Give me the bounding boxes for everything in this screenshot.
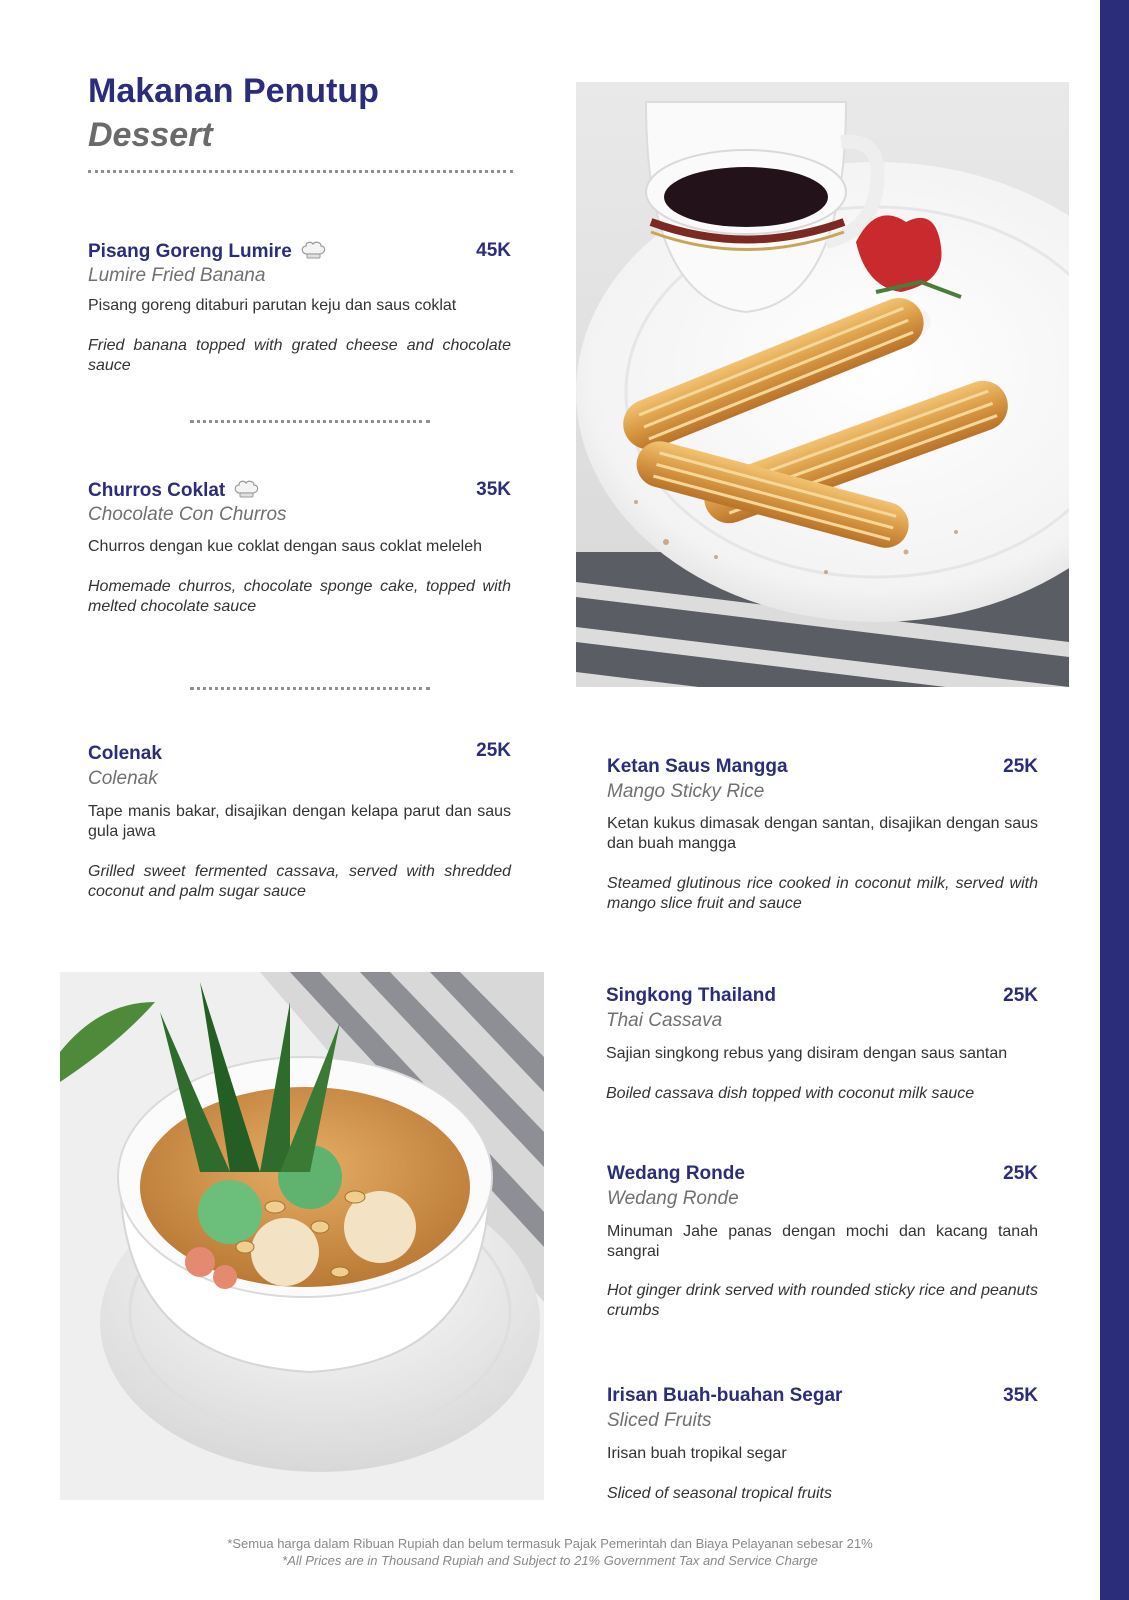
item-description: Pisang goreng ditaburi parutan keju dan saus coklat — [88, 297, 457, 314]
item-description-english: Grilled sweet fermented cassava, served with shredded coconut and palm sugar sauce — [88, 863, 511, 900]
chef-hat-icon — [300, 240, 326, 260]
item-price: 45K — [476, 240, 511, 261]
item-description: Irisan buah tropikal segar — [607, 1445, 787, 1462]
item-english-name: Thai Cassava — [606, 1010, 723, 1031]
item-english-name: Lumire Fried Banana — [88, 265, 266, 286]
item-description: Ketan kukus dimasak dengan santan, disajikan dengan saus dan buah mangga — [607, 815, 1038, 852]
item-price: 25K — [1003, 756, 1038, 777]
item-divider — [190, 687, 430, 690]
item-description: Sajian singkong rebus yang disiram dengan saus santan — [606, 1045, 1008, 1062]
item-name: Singkong Thailand — [606, 985, 776, 1006]
menu-item — [88, 740, 511, 903]
item-description-english: Sliced of seasonal tropical fruits — [607, 1485, 832, 1502]
churros-illustration — [576, 82, 1069, 687]
item-name: Pisang Goreng Lumire — [88, 240, 326, 263]
item-description: Tape manis bakar, disajikan dengan kelapa parut dan saus gula jawa — [88, 803, 511, 840]
item-description-english: Homemade churros, chocolate sponge cake, topped with melted chocolate sauce — [88, 578, 511, 615]
item-name: Churros Coklat — [88, 479, 259, 502]
item-description: Minuman Jahe panas dengan mochi dan kacang tanah sangrai — [607, 1223, 1038, 1260]
item-english-name: Sliced Fruits — [607, 1410, 712, 1431]
item-price: 35K — [1003, 1385, 1038, 1406]
chef-hat-icon — [233, 479, 259, 499]
item-description-english: Boiled cassava dish topped with coconut milk sauce — [606, 1085, 975, 1102]
menu-item — [88, 240, 511, 374]
menu-item — [607, 1385, 1038, 1505]
menu-item — [88, 479, 511, 619]
menu-item — [607, 1163, 1038, 1323]
item-price: 25K — [1003, 1163, 1038, 1184]
tax-note-english: *All Prices are in Thousand Rupiah and Subject to 21% Government Tax and Service Charge — [282, 1553, 818, 1568]
item-name: Wedang Ronde — [607, 1163, 745, 1184]
item-english-name: Colenak — [88, 768, 158, 789]
side-accent-bar — [1100, 0, 1129, 1600]
wedang-ronde-photo — [60, 972, 544, 1500]
item-description-english: Fried banana topped with grated cheese and chocolate sauce — [88, 337, 511, 374]
tax-note: *Semua harga dalam Ribuan Rupiah dan belum termasuk Pajak Pemerintah dan Biaya Pelayanan sebesar 21% — [227, 1536, 873, 1551]
item-description: Churros dengan kue coklat dengan saus coklat meleleh — [88, 538, 483, 555]
item-english-name: Chocolate Con Churros — [88, 504, 287, 525]
wedang-ronde-illustration — [60, 972, 544, 1500]
title-divider — [88, 170, 513, 173]
menu-item — [607, 756, 1038, 916]
menu-item — [606, 985, 1038, 1105]
item-name: Colenak — [88, 743, 162, 764]
churros-photo — [576, 82, 1069, 687]
item-name: Irisan Buah-buahan Segar — [607, 1385, 843, 1406]
item-description-english: Steamed glutinous rice cooked in coconut milk, served with mango slice fruit and sauce — [607, 875, 1038, 912]
item-english-name: Mango Sticky Rice — [607, 781, 765, 802]
item-english-name: Wedang Ronde — [607, 1188, 739, 1209]
item-price: 25K — [476, 740, 511, 761]
item-price: 25K — [1003, 985, 1038, 1006]
item-divider — [190, 420, 430, 423]
page-subtitle: Dessert — [88, 116, 213, 154]
item-price: 35K — [476, 479, 511, 500]
item-description-english: Hot ginger drink served with rounded sticky rice and peanuts crumbs — [607, 1282, 1038, 1319]
page-title: Makanan Penutup — [88, 72, 379, 110]
item-name: Ketan Saus Mangga — [607, 756, 788, 777]
